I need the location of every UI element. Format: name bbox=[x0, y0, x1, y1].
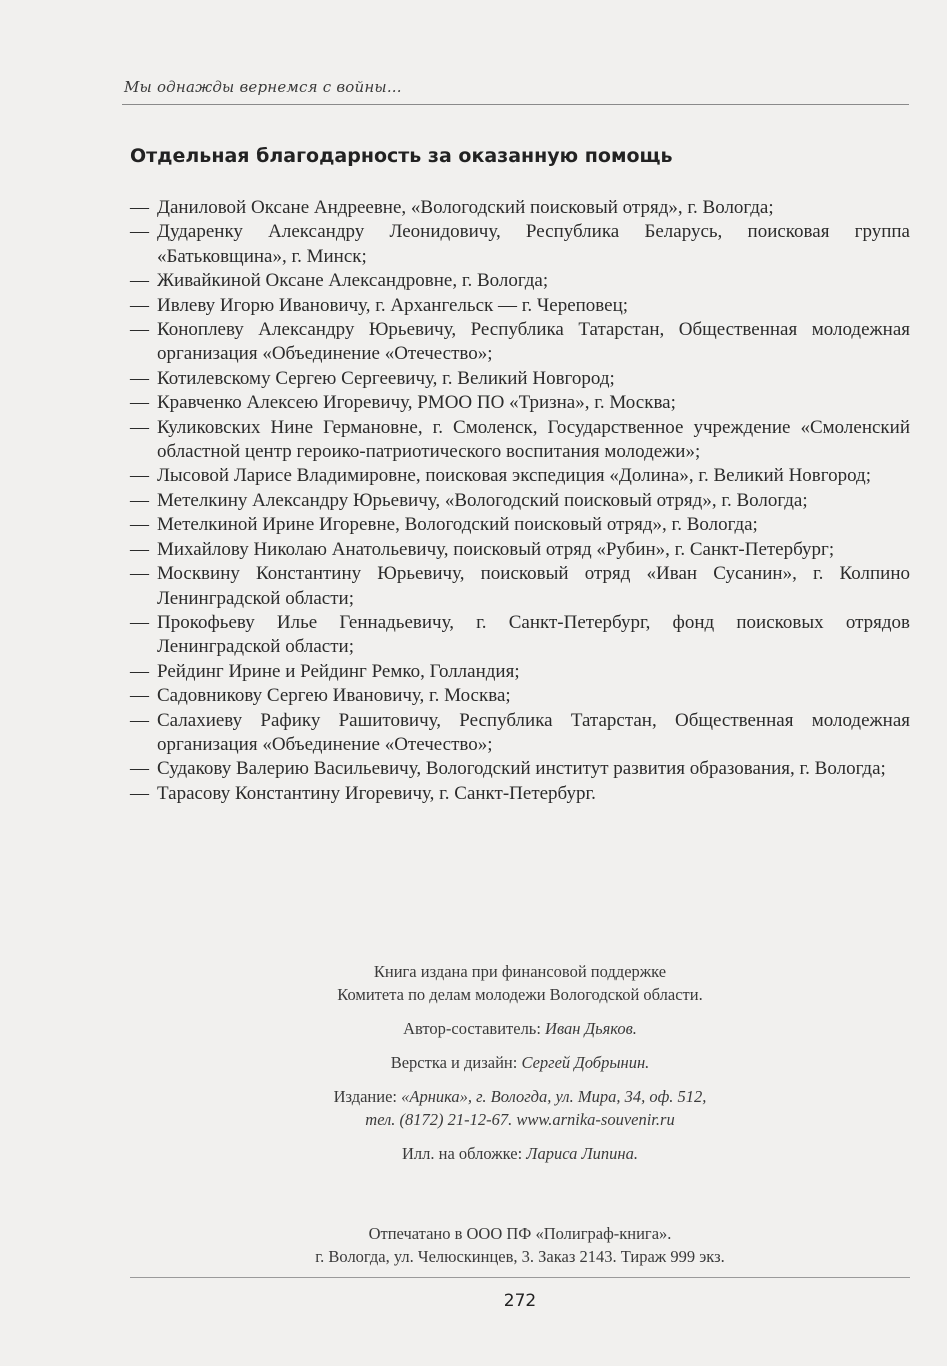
layout-credit bbox=[250, 1051, 790, 1074]
running-title: Мы однажды вернемся с войны... bbox=[124, 78, 402, 96]
list-item: — Лысовой Ларисе Владимировне, поисковая экспедиция «Долина», г. Великий Новгород; bbox=[130, 464, 910, 488]
support-line-1: Книга издана при финансовой поддержке bbox=[373, 962, 667, 981]
imprint-block bbox=[250, 960, 790, 1268]
list-item: — Дударенку Александру Леонидовичу, Республика Беларусь, поисковая группа «Батьковщина», г. Минск; bbox=[130, 220, 910, 269]
publisher-label: Издание: bbox=[333, 1087, 397, 1106]
list-item: — Судакову Валерию Васильевичу, Вологодский институт развития образования, г. Вологда; bbox=[130, 757, 910, 781]
list-item: — Рейдинг Ирине и Рейдинг Ремко, Голландия; bbox=[130, 660, 910, 684]
cover-label: Илл. на обложке: bbox=[402, 1144, 523, 1163]
printed-line-1: Отпечатано в ООО ПФ «Полиграф-книга». bbox=[368, 1224, 672, 1243]
list-item: — Даниловой Оксане Андреевне, «Вологодский поисковый отряд», г. Вологда; bbox=[130, 196, 910, 220]
cover-value: Лариса Липина. bbox=[526, 1144, 638, 1163]
author-credit bbox=[250, 1017, 790, 1040]
author-label: Автор-составитель: bbox=[403, 1019, 541, 1038]
list-item: — Куликовских Нине Германовне, г. Смоленск, Государственное учреждение «Смоленский областной центр героико-патриотического воспитания молодежи»; bbox=[130, 416, 910, 465]
list-item: — Котилевскому Сергею Сергеевичу, г. Великий Новгород; bbox=[130, 367, 910, 391]
list-item: — Михайлову Николаю Анатольевичу, поисковый отряд «Рубин», г. Санкт-Петербург; bbox=[130, 538, 910, 562]
list-item: — Ивлеву Игорю Ивановичу, г. Архангельск — г. Череповец; bbox=[130, 294, 910, 318]
list-item: — Москвину Константину Юрьевичу, поисковый отряд «Иван Сусанин», г. Колпино Ленинградской области; bbox=[130, 562, 910, 611]
list-item: — Метелкиной Ирине Игоревне, Вологодский поисковый отряд», г. Вологда; bbox=[130, 513, 910, 537]
list-item: — Кравченко Алексею Игоревичу, РМОО ПО «Тризна», г. Москва; bbox=[130, 391, 910, 415]
author-value: Иван Дьяков. bbox=[545, 1019, 637, 1038]
publisher-contacts bbox=[250, 1108, 790, 1131]
layout-value: Сергей Добрынин. bbox=[521, 1053, 650, 1072]
publisher-line-2: тел. (8172) 21-12-67. www.arnika-souvenir.ru bbox=[365, 1110, 675, 1129]
printed-line-2: г. Вологда, ул. Челюскинцев, 3. Заказ 2143. Тираж 999 экз. bbox=[315, 1247, 725, 1266]
acknowledgement-list bbox=[130, 196, 910, 806]
layout-label: Верстка и дизайн: bbox=[390, 1053, 518, 1072]
list-item: — Садовникову Сергею Ивановичу, г. Москва; bbox=[130, 684, 910, 708]
footer-rule bbox=[130, 1277, 910, 1278]
list-item: — Прокофьеву Илье Геннадьевичу, г. Санкт-Петербург, фонд поисковых отрядов Ленинградской области; bbox=[130, 611, 910, 660]
list-item: — Живайкиной Оксане Александровне, г. Вологда; bbox=[130, 269, 910, 293]
publisher-line-1: «Арника», г. Вологда, ул. Мира, 34, оф. 512, bbox=[401, 1087, 707, 1106]
support-line-2: Комитета по делам молодежи Вологодской области. bbox=[337, 985, 703, 1004]
page-number: 272 bbox=[503, 1291, 537, 1311]
list-item: — Метелкину Александру Юрьевичу, «Вологодский поисковый отряд», г. Вологда; bbox=[130, 489, 910, 513]
publisher-credit bbox=[250, 1085, 790, 1108]
cover-credit bbox=[250, 1142, 790, 1165]
list-item: — Коноплеву Александру Юрьевичу, Республика Татарстан, Общественная молодежная организация «Объединение «Отечество»; bbox=[130, 318, 910, 367]
list-item: — Салахиеву Рафику Рашитовичу, Республика Татарстан, Общественная молодежная организация «Объединение «Отечество»; bbox=[130, 709, 910, 758]
running-header bbox=[122, 76, 909, 105]
section-title: Отдельная благодарность за оказанную помощь bbox=[130, 145, 673, 167]
list-item: — Тарасову Константину Игоревичу, г. Санкт-Петербург. bbox=[130, 782, 910, 806]
